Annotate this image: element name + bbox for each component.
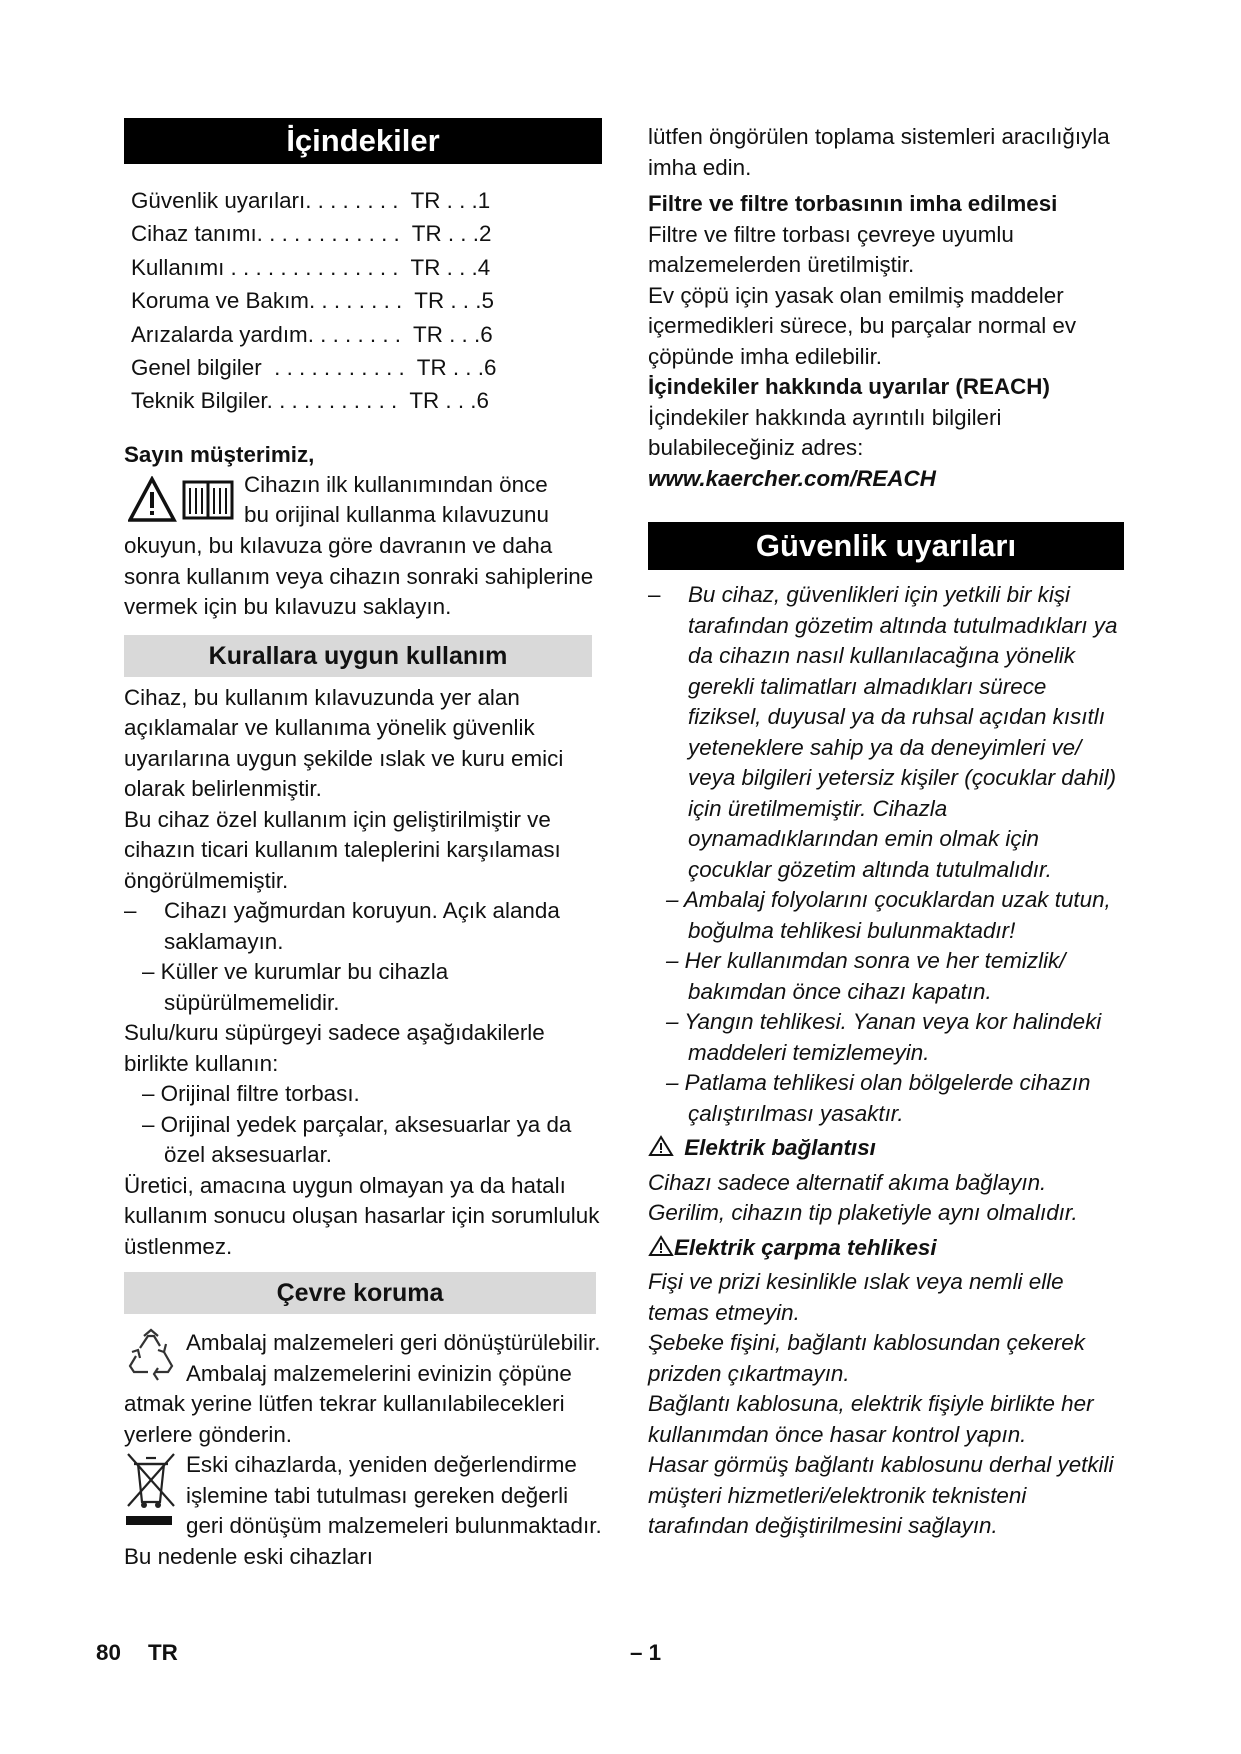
toc-item[interactable]: Güvenlik uyarıları. . . . . . . . TR . . .1 xyxy=(131,188,491,213)
section-title-environment: Çevre koruma xyxy=(124,1272,596,1314)
heading-text: Elektrik çarpma tehlikesi xyxy=(674,1234,937,1260)
greeting: Sayın müşterimiz, xyxy=(124,441,315,467)
dash-marker: – xyxy=(648,582,661,607)
intro-line: bu orijinal kullanma kılavuzunu xyxy=(244,502,549,528)
paragraph: Bağlantı kablosuna, elektrik fişiyle birlikte her kullanımdan önce hasar kontrol yapın. xyxy=(648,1391,1094,1447)
weee-paragraph xyxy=(124,1450,602,1572)
safety-item: – Her kullanımdan sonra ve her temizlik/ bakımdan önce cihazı kapatın. xyxy=(666,948,1066,1004)
toc-title: İçindekiler xyxy=(124,118,602,164)
page-number: 80 xyxy=(96,1640,121,1665)
paragraph: Hasar görmüş bağlantı kablosunu derhal yetkili müşteri hizmetleri/elektronik teknisteni tarafından değiştirilmesini sağlayın. xyxy=(648,1452,1114,1538)
warning-icon xyxy=(648,1135,674,1157)
safety-item-text: Bu cihaz, güvenlikleri için yetkili bir kişi tarafından gözetim altında tutulmadıkları ya da cihazın nasıl kullanılacağına yönelik gerekli talimatları almadıkları sürece fiziksel, duyusal ya da ruhsal açıdan kısıtlı yeteneklere sahip ya da deneyimleri ve/ veya bilgileri yetersiz kişiler (çocuklar dahil) için üretilmemiştir. Cihazla oynamadıklarından emin olmak için çocuklar gözetim altında tutulmalıdır. xyxy=(688,582,1118,882)
recycle-paragraph xyxy=(124,1328,602,1450)
paragraph: Bu cihaz özel kullanım için geliştirilmiştir ve cihazın ticari kullanım taleplerini karşılaması öngörülmemiştir. xyxy=(124,806,561,893)
toc-item[interactable]: Genel bilgiler . . . . . . . . . . . TR . . .6 xyxy=(131,355,497,381)
toc-item[interactable]: Arızalarda yardım. . . . . . . . TR . . .6 xyxy=(131,321,493,347)
intro-block xyxy=(124,470,602,623)
subheading: Filtre ve filtre torbasının imha edilmesi xyxy=(648,191,1058,216)
recycle-icon xyxy=(124,1328,178,1384)
list-item-text: Cihazı yağmurdan koruyun. Açık alanda saklamayın. xyxy=(164,898,560,954)
left-column xyxy=(124,118,602,1572)
toc-item[interactable]: Kullanımı . . . . . . . . . . . . . . TR . . .4 xyxy=(131,254,491,280)
section-page: – 1 xyxy=(630,1640,662,1665)
warning-manual-icon xyxy=(128,476,238,526)
list-item xyxy=(124,896,602,957)
paragraph: lütfen öngörülen toplama sistemleri aracılığıyla imha edin. xyxy=(648,124,1110,180)
right-column xyxy=(648,122,1124,1542)
safety-item: – Ambalaj folyolarını çocuklardan uzak tutun, boğulma tehlikesi bulunmaktadır! xyxy=(666,887,1111,943)
safety-item: – Yangın tehlikesi. Yanan veya kor halindeki maddeleri temizlemeyin. xyxy=(666,1009,1102,1065)
paragraph: Gerilim, cihazın tip plaketiyle aynı olmalıdır. xyxy=(648,1200,1078,1225)
heading-text: Elektrik bağlantısı xyxy=(684,1135,876,1160)
paragraph: Şebeke fişini, bağlantı kablosundan çekerek prizden çıkartmayın. xyxy=(648,1330,1085,1386)
safety-item: – Patlama tehlikesi olan bölgelerde cihazın çalıştırılması yasaktır. xyxy=(666,1070,1091,1126)
safety-title: Güvenlik uyarıları xyxy=(648,522,1124,570)
reach-link[interactable]: www.kaercher.com/REACH xyxy=(648,465,936,491)
paragraph: Üretici, amacına uygun olmayan ya da hatalı kullanım sonucu oluşan hasarlar için sorumluluk üstlenmez. xyxy=(124,1172,600,1259)
paragraph: İçindekiler hakkında ayrıntılı bilgileri bulabileceğiniz adres: xyxy=(648,404,1002,460)
language-code: TR xyxy=(148,1640,178,1665)
paragraph: Cihazı sadece alternatif akıma bağlayın. xyxy=(648,1169,1047,1195)
intro-text: okuyun, bu kılavuza göre davranın ve daha sonra kullanım veya cihazın sonraki sahiplerine vermek için bu kılavuzu saklayın. xyxy=(124,533,594,620)
dash-marker: – xyxy=(124,898,137,924)
paragraph: Cihaz, bu kullanım kılavuzunda yer alan açıklamalar ve kullanıma yönelik güvenlik uyarılarına uygun şekilde ıslak ve kuru emici olarak belirlenmiştir. xyxy=(124,684,564,802)
paragraph: Sulu/kuru süpürgeyi sadece aşağıdakilerle birlikte kullanın: xyxy=(124,1020,545,1076)
paragraph: Ev çöpü için yasak olan emilmiş maddeler içermedikleri sürece, bu parçalar normal ev çöpünde imha edilebilir. xyxy=(648,282,1077,369)
weee-text: Eski cihazlarda, yeniden değerlendirme işlemine tabi tutulması gereken değerli geri dönüşüm malzemeleri bulunmaktadır. Bu nedenle eski cihazları xyxy=(124,1452,602,1569)
warning-icon xyxy=(648,1235,674,1257)
toc-item[interactable]: Cihaz tanımı. . . . . . . . . . . . TR . . .2 xyxy=(131,221,492,247)
electric-connection-heading xyxy=(648,1133,1124,1164)
electric-shock-heading xyxy=(648,1233,1124,1264)
toc-item[interactable]: Koruma ve Bakım. . . . . . . . TR . . .5 xyxy=(131,288,494,314)
subheading: İçindekiler hakkında uyarılar (REACH) xyxy=(648,374,1050,399)
safety-item xyxy=(648,580,1124,885)
toc-item[interactable]: Teknik Bilgiler. . . . . . . . . . . TR . . .6 xyxy=(131,388,489,414)
paragraph: Filtre ve filtre torbası çevreye uyumlu malzemelerden üretilmiştir. xyxy=(648,221,1014,277)
list-item: – Orijinal filtre torbası. xyxy=(142,1081,360,1107)
crossed-bin-icon xyxy=(124,1450,178,1530)
paragraph: Fişi ve prizi kesinlikle ıslak veya nemli elle temas etmeyin. xyxy=(648,1269,1064,1325)
recycle-text: Ambalaj malzemeleri geri dönüştürülebilir. Ambalaj malzemelerini evinizin çöpüne atmak yerine lütfen tekrar kullanılabilecekleri yerlere gönderin. xyxy=(124,1330,601,1447)
list-item: – Orijinal yedek parçalar, aksesuarlar ya da özel aksesuarlar. xyxy=(142,1111,572,1168)
section-title-intended-use: Kurallara uygun kullanım xyxy=(124,635,592,677)
table-of-contents xyxy=(124,184,602,418)
intro-line: Cihazın ilk kullanımından önce xyxy=(244,472,548,498)
list-item: – Küller ve kurumlar bu cihazla süpürülmemelidir. xyxy=(142,959,449,1015)
